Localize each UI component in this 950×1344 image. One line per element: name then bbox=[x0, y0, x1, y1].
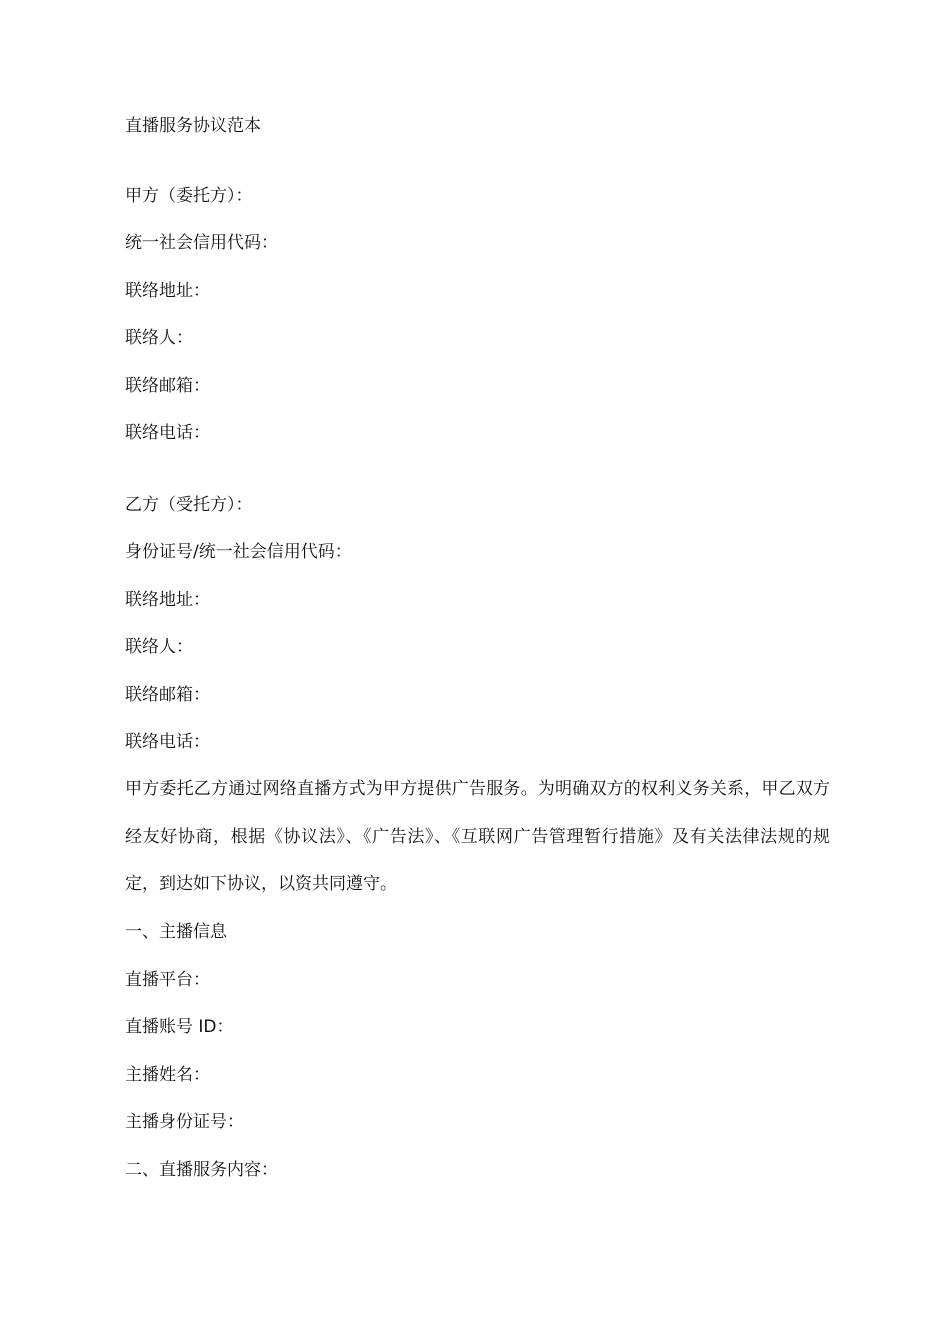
section2-heading: 二、直播服务内容： bbox=[125, 1160, 278, 1180]
party-b-phone-label: 联络电话： bbox=[125, 732, 210, 752]
party-a-credit-code-label: 统一社会信用代码： bbox=[125, 233, 278, 253]
party-a-contact-label: 联络人： bbox=[125, 328, 193, 348]
document-title: 直播服务协议范本 bbox=[125, 116, 261, 136]
party-a-heading: 甲方（委托方）： bbox=[125, 186, 253, 206]
party-a-email-label: 联络邮箱： bbox=[125, 376, 210, 396]
party-b-id-label: 身份证号/统一社会信用代码： bbox=[125, 542, 352, 562]
party-b-heading: 乙方（受托方）： bbox=[125, 495, 253, 515]
party-b-contact-label: 联络人： bbox=[125, 637, 193, 657]
host-name-label: 主播姓名： bbox=[125, 1065, 210, 1085]
party-b-address-label: 联络地址： bbox=[125, 590, 210, 610]
party-a-address-label: 联络地址： bbox=[125, 281, 210, 301]
intro-paragraph: 甲方委托乙方通过网络直播方式为甲方提供广告服务。为明确双方的权利义务关系，甲乙双方经友好协商，根据《协议法》、《广告法》、《互联网广告管理暂行措施》及有关法律法规的规定，到达如下协议，以资共同遵守。 bbox=[125, 779, 830, 894]
account-id-label: 直播账号 ID： bbox=[125, 1017, 234, 1037]
party-b-email-label: 联络邮箱： bbox=[125, 685, 210, 705]
platform-label: 直播平台： bbox=[125, 970, 210, 990]
host-id-number-label: 主播身份证号： bbox=[125, 1112, 244, 1132]
party-a-phone-label: 联络电话： bbox=[125, 423, 210, 443]
section1-heading: 一、主播信息 bbox=[125, 922, 227, 942]
